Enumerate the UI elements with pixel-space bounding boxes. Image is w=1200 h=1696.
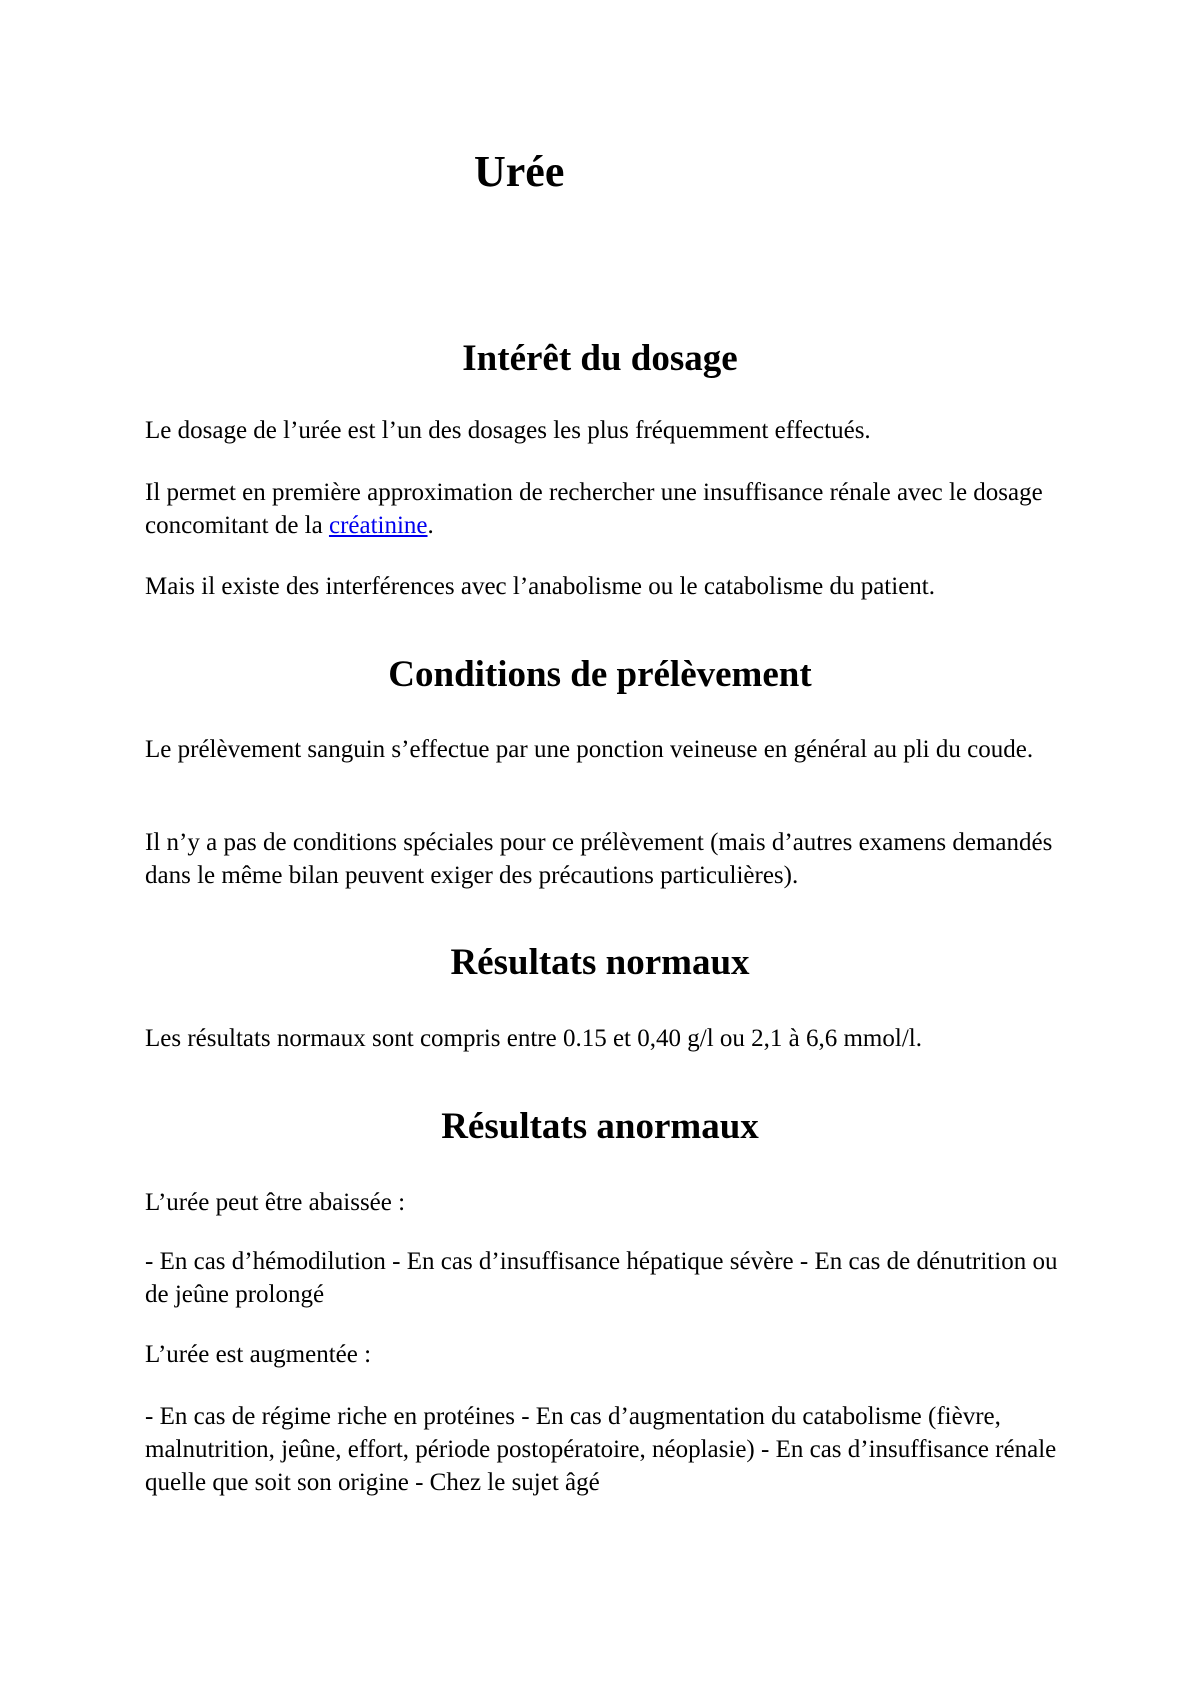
paragraph-anormaux-1: L’urée peut être abaissée : <box>145 1189 406 1216</box>
page-title: Urée <box>474 147 565 196</box>
heading-resultats-normaux: Résultats normaux <box>450 942 750 983</box>
paragraph-anormaux-2: - En cas d’hémodilution - En cas d’insuffisance hépatique sévère - En cas de dénutrition ou de jeûne prolongé <box>145 1248 1058 1308</box>
heading-interet-du-dosage: Intérêt du dosage <box>462 338 738 379</box>
paragraph-normaux-1: Les résultats normaux sont compris entre 0.15 et 0,40 g/l ou 2,1 à 6,6 mmol/l. <box>145 1025 922 1052</box>
paragraph-interet-2-end: . <box>427 512 434 539</box>
heading-resultats-anormaux: Résultats anormaux <box>441 1106 759 1147</box>
heading-conditions-de-prelevement: Conditions de prélèvement <box>388 654 812 695</box>
paragraph-anormaux-4: - En cas de régime riche en protéines - En cas d’augmentation du catabolisme (fièvre, malnutrition, jeûne, effort, période postopératoire, néoplasie) - En cas d’insuffisance rénale quelle que soit son origine - Chez le sujet âgé <box>145 1403 1057 1496</box>
paragraph-interet-1: Le dosage de l’urée est l’un des dosages les plus fréquemment effectués. <box>145 417 871 444</box>
paragraph-interet-3: Mais il existe des interférences avec l’anabolisme ou le catabolisme du patient. <box>145 573 935 600</box>
paragraph-conditions-2: Il n’y a pas de conditions spéciales pour ce prélèvement (mais d’autres examens demandés dans le même bilan peuvent exiger des précautions particulières). <box>145 829 1053 889</box>
paragraph-conditions-1: Le prélèvement sanguin s’effectue par une ponction veineuse en général au pli du coude. <box>145 736 1034 763</box>
paragraph-anormaux-3: L’urée est augmentée : <box>145 1341 372 1368</box>
creatinine-link[interactable]: créatinine <box>328 512 428 539</box>
paragraph-interet-2-text: Il permet en première approximation de rechercher une insuffisance rénale avec le dosage concomitant de la <box>145 479 1043 539</box>
paragraph-interet-2 <box>145 476 1065 542</box>
